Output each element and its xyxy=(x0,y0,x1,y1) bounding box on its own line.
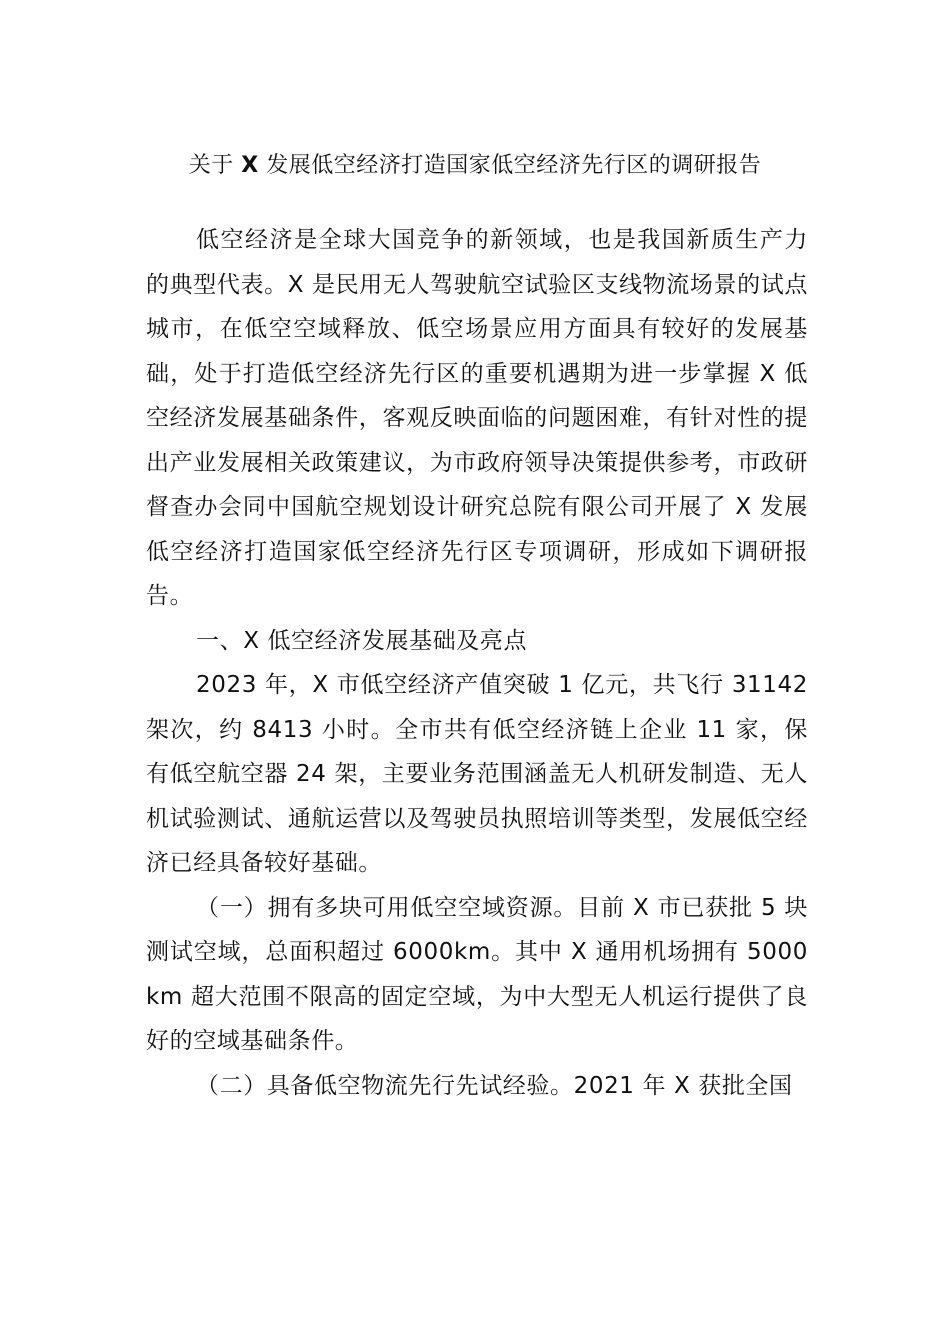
title-prefix: 关于 xyxy=(188,153,242,178)
title-suffix: 发展低空经济打造国家低空经济先行区的调研报告 xyxy=(258,153,762,178)
section-1-paragraph: 2023 年，X 市低空经济产值突破 1 亿元，共飞行 31142 架次，约 8413 小时。全市共有低空经济链上企业 11 家，保有低空航空器 24 架，主要业务范围涵盖无人机研发制造、无人机试验测试、通航运营以及驾驶员执照培训等类型，发展低空经济已经具备较好基础。 xyxy=(146,672,808,876)
document-body xyxy=(146,218,808,1108)
section-heading-1: 一、X 低空经济发展基础及亮点 xyxy=(196,627,528,654)
document-title xyxy=(0,150,950,182)
title-x: X xyxy=(241,153,259,178)
subsection-1-paragraph: （一）拥有多块可用低空空域资源。目前 X 市已获批 5 块测试空域，总面积超过 6000km。其中 X 通用机场拥有 5000km 超大范围不限高的固定空域，为中大型无人机运行提供了良好的空域基础条件。 xyxy=(146,894,808,1054)
subsection-2-paragraph: （二）具备低空物流先行先试经验。2021 年 X 获批全国 xyxy=(196,1072,793,1099)
intro-paragraph: 低空经济是全球大国竞争的新领域，也是我国新质生产力的典型代表。X 是民用无人驾驶航空试验区支线物流场景的试点城市，在低空空域释放、低空场景应用方面具有较好的发展基础，处于打造低空经济先行区的重要机遇期为进一步掌握 X 低空经济发展基础条件，客观反映面临的问题困难，有针对性的提出产业发展相关政策建议，为市政府领导决策提供参考，市政研督查办会同中国航空规划设计研究总院有限公司开展了 X 发展低空经济打造国家低空经济先行区专项调研，形成如下调研报告。 xyxy=(146,227,808,609)
